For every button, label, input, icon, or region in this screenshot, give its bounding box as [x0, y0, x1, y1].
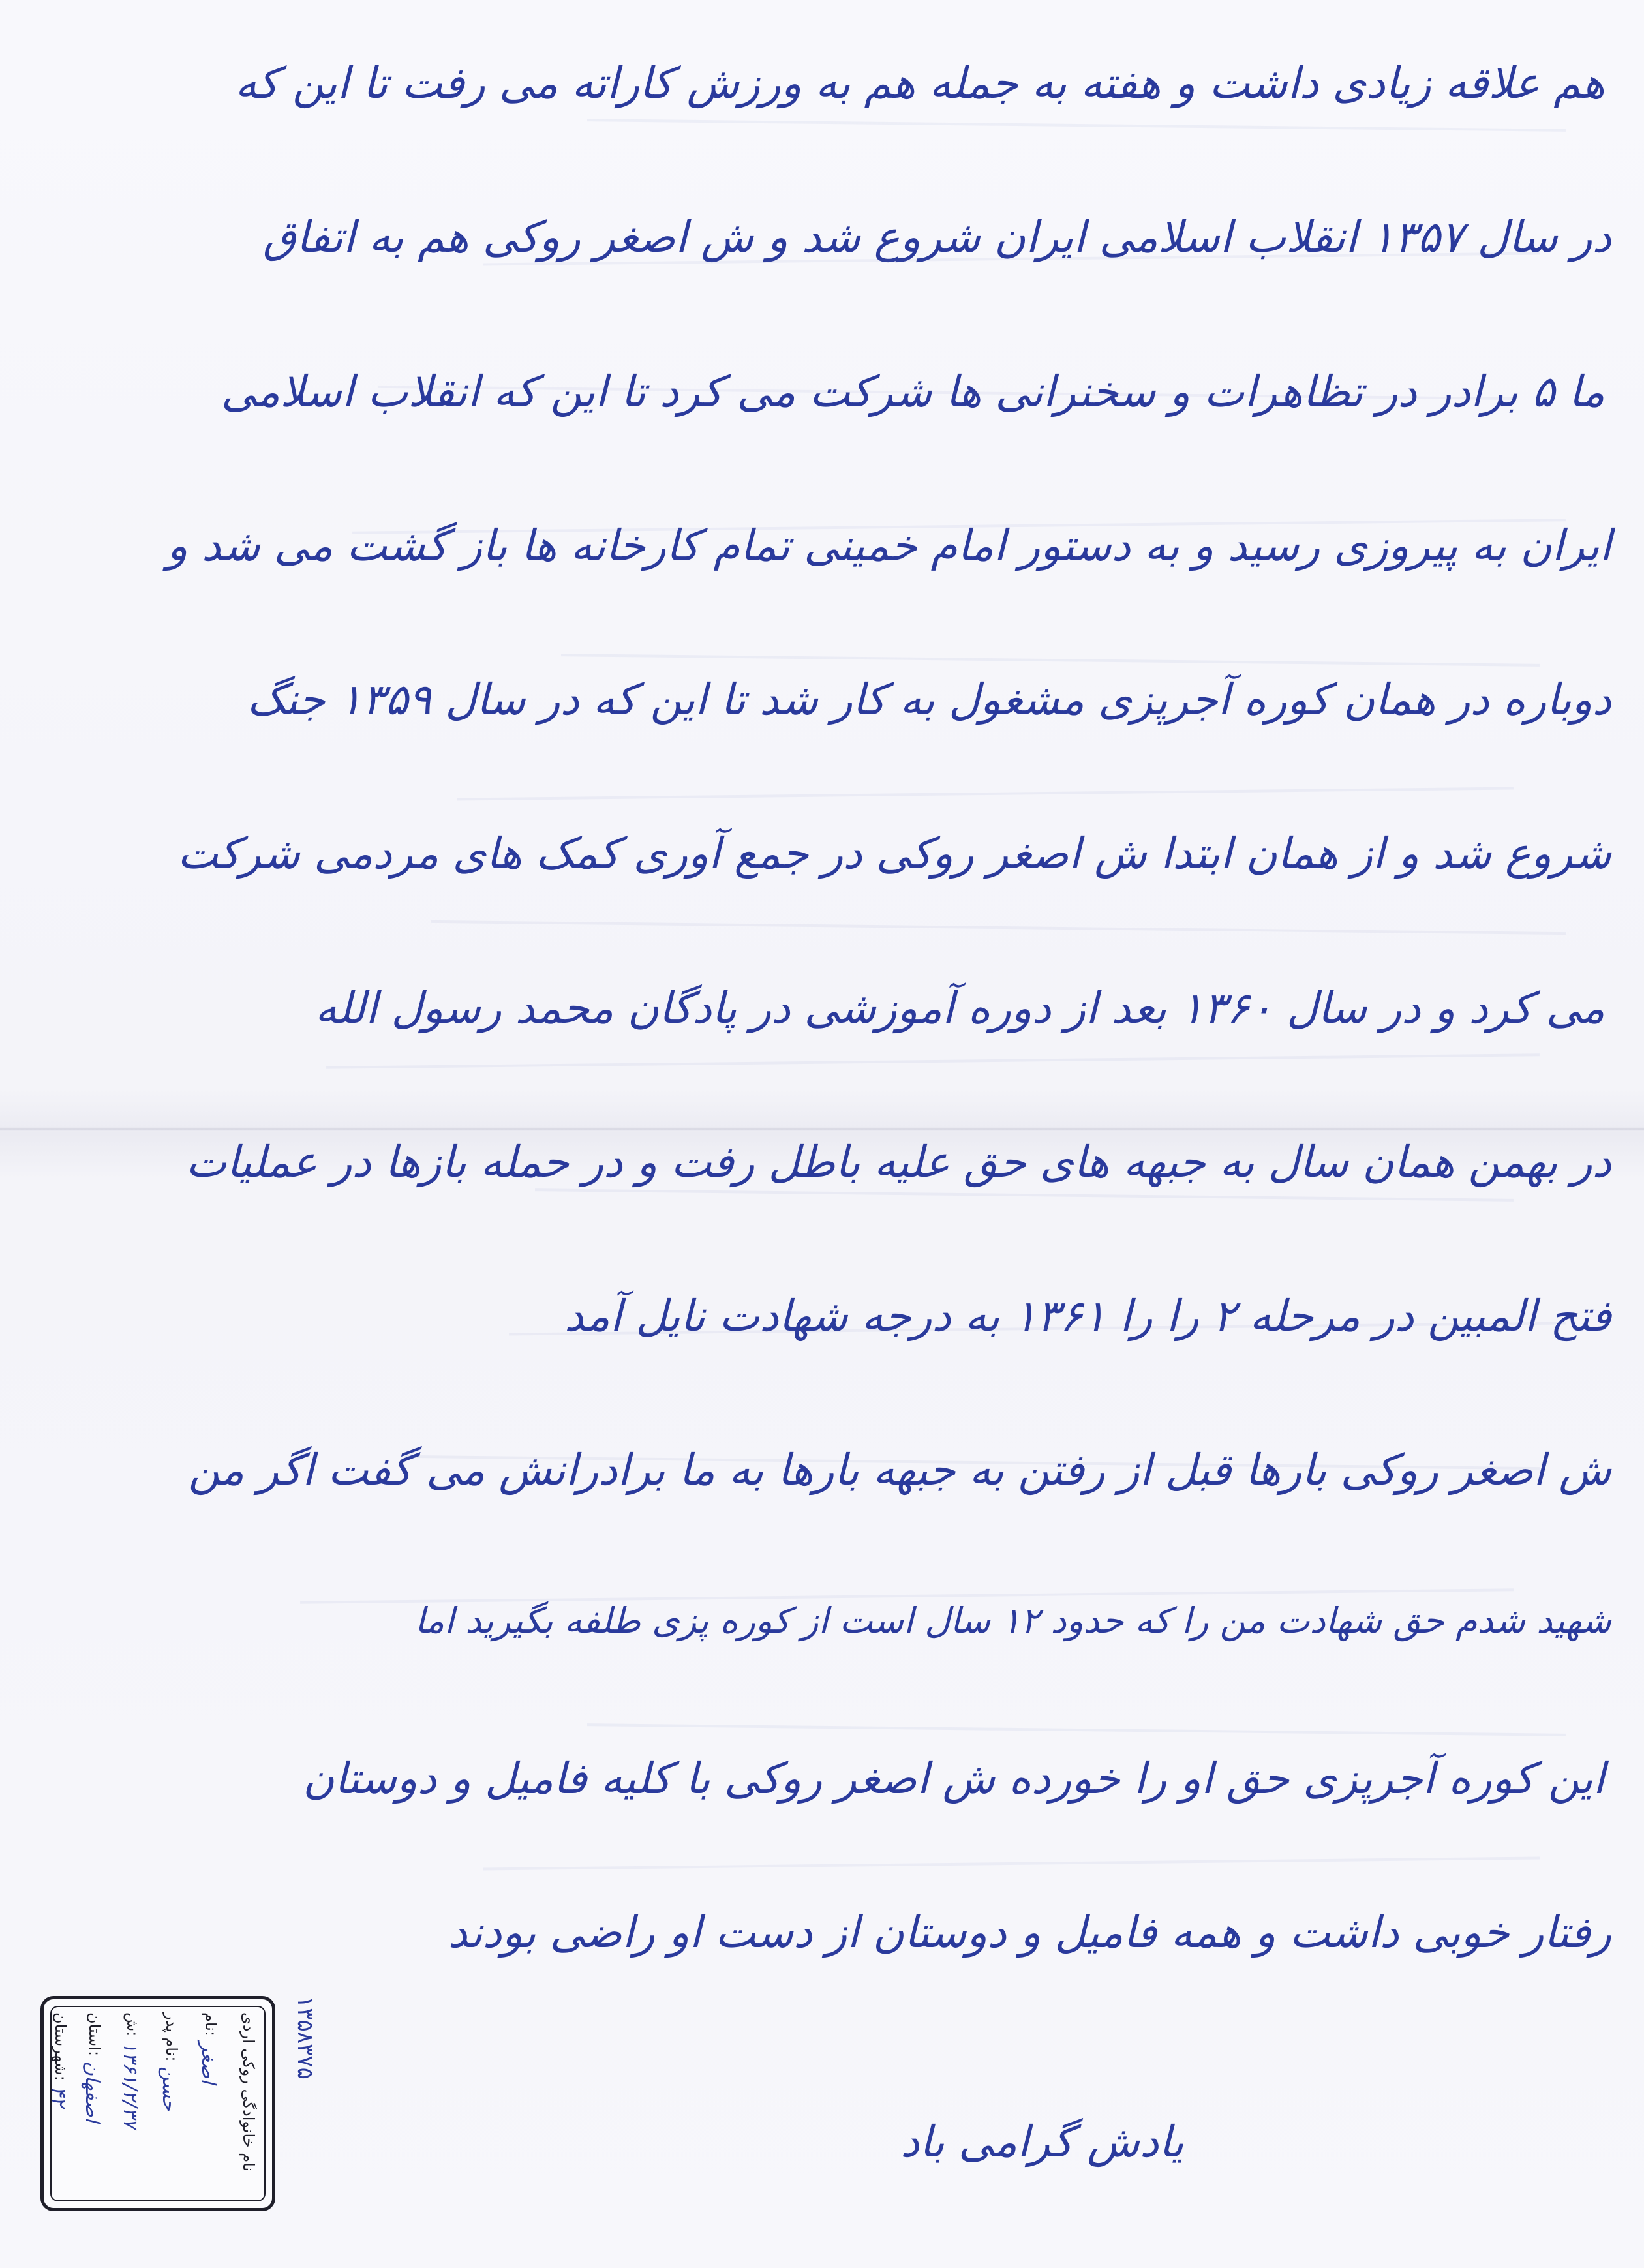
letter-line: هم علاقه زیادی داشت و هفته به جمله هم به ورزش کاراته می رفت تا این که	[235, 58, 1605, 108]
letter-line: می کرد و در سال ۱۳۶۰ بعد از دوره آموزشی در پادگان محمد رسول الله	[314, 983, 1605, 1033]
show-through-mark	[587, 1723, 1566, 1736]
letter-line: دوباره در همان کوره آجرپزی مشغول به کار شد تا این که در سال ۱۳۵۹ جنگ	[247, 674, 1611, 725]
stamp-date-row	[119, 2012, 142, 2201]
letter-line: فتح المبین در مرحله ۲ را را ۱۳۶۱ به درجه شهادت نایل آمد	[564, 1291, 1611, 1341]
stamp-father-value: حسن	[158, 2066, 181, 2111]
stamp-province-label: استان:	[85, 2012, 104, 2057]
stamp-province-row	[81, 2012, 104, 2201]
show-through-mark	[587, 119, 1566, 132]
letter-line: در بهمن همان سال به جبهه های حق علیه باطل رفت و در حمله بازها در عملیات	[186, 1137, 1611, 1187]
stamp-name-value: اصغر	[197, 2041, 220, 2084]
show-through-mark	[535, 1188, 1514, 1202]
show-through-mark	[561, 654, 1540, 667]
letter-line: رفتار خوبی داشت و همه فامیل و دوستان از دست او راضی بودند	[448, 1907, 1611, 1958]
stamp-city-label: شهرستان:	[52, 2012, 70, 2081]
stamp-name-row	[197, 2012, 220, 2201]
letter-line: شروع شد و از همان ابتدا ش اصغر روکی در جمع آوری کمک های مردمی شرکت	[177, 828, 1611, 879]
letter-line: ایران به پیروزی رسید و به دستور امام خمینی تمام کارخانه ها باز گشت می شد و	[167, 521, 1611, 571]
letter-line: این کوره آجرپزی حق او را خورده ش اصغر روکی با کلیه فامیل و دوستان	[303, 1753, 1605, 1804]
stamp-city-row	[47, 2012, 70, 2201]
show-through-mark	[326, 1053, 1540, 1068]
stamp-title-text: نام خانوادگی روکی اردی	[239, 2012, 258, 2172]
show-through-mark	[431, 920, 1566, 935]
stamp-father-label: نام پدر:	[162, 2012, 181, 2062]
closing-line: یادش گرامی باد	[900, 2117, 1184, 2167]
stamp-city-value: ۴۲	[47, 2085, 70, 2108]
letter-line: شهید شدم حق شهادت من را که حدود ۱۲ سال است از کوره پزی طلفه بگیرید اما	[414, 1600, 1611, 1641]
stamp-code: ۱۳۵۸۳۷۵	[292, 1996, 318, 2079]
stamp-name-label: نام:	[202, 2012, 220, 2036]
letter-line: ش اصغر روکی بارها قبل از رفتن به جبهه بارها به ما برادرانش می گفت اگر من	[188, 1445, 1611, 1495]
show-through-mark	[483, 1857, 1540, 1871]
paper-fold	[0, 1127, 1644, 1131]
stamp-father-row	[158, 2012, 181, 2201]
stamp-date-value: ۱۳۶۱/۲/۳۷	[119, 2042, 142, 2129]
letter-line: ما ۵ برادر در تظاهرات و سخنرانی ها شرکت می کرد تا این که انقلاب اسلامی	[221, 367, 1605, 417]
show-through-mark	[457, 787, 1514, 801]
archive-stamp	[40, 1996, 275, 2211]
letter-line: در سال ۱۳۵۷ انقلاب اسلامی ایران شروع شد و ش اصغر روکی هم به اتفاق	[262, 212, 1611, 262]
stamp-title	[239, 2012, 258, 2201]
stamp-province-value: اصفهان	[81, 2061, 104, 2123]
stamp-date-label: ش:	[123, 2012, 142, 2037]
